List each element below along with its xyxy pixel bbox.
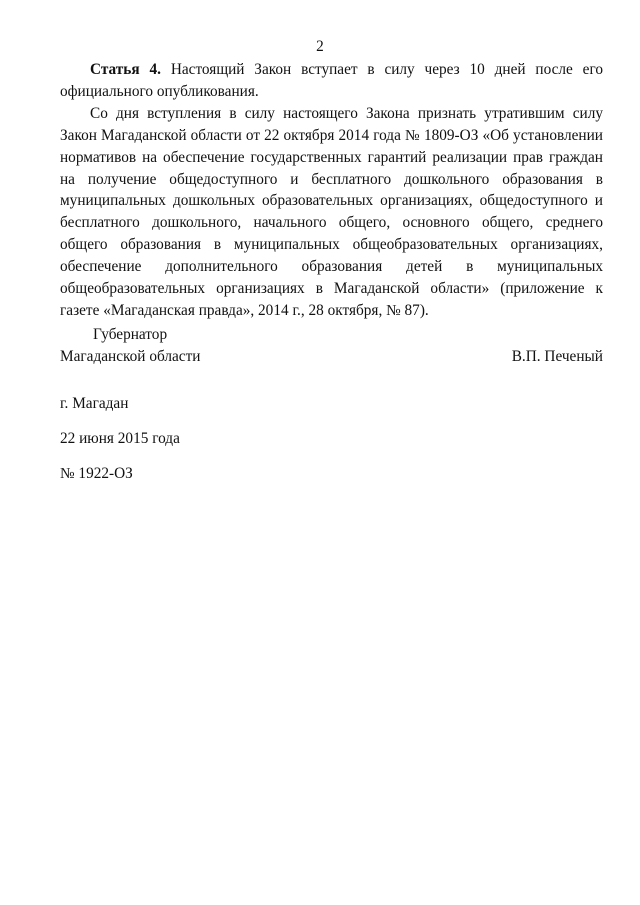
article-label: Статья 4. (90, 61, 161, 78)
document-body (60, 59, 603, 322)
signatory-name: В.П. Печеный (511, 347, 603, 365)
signing-place: г. Магадан (60, 395, 129, 412)
repeal-paragraph: Со дня вступления в силу настоящего Закона признать утратившим силу Закон Магаданской области от 22 октября 2014 года № 1809-ОЗ «Об установлении нормативов на обеспечение государственных гарантий реализации прав граждан на получение общедоступного и бесплатного дошкольного образования в муниципальных дошкольных образовательных организациях, общедоступного и бесплатного дошкольного, начального общего, основного общего, среднего общего образования в муниципальных общеобразовательных организациях, обеспечение дополнительного образования детей в муниципальных общеобразовательных организациях в Магаданской области» (приложение к газете «Магаданская правда», 2014 г., 28 октября, № 87). (60, 104, 603, 319)
page-number: 2 (316, 38, 324, 55)
signature-block (60, 324, 603, 368)
signing-date: 22 июня 2015 года (60, 430, 180, 447)
article-4-paragraph (60, 59, 603, 103)
law-number: № 1922-ОЗ (60, 465, 133, 482)
signatory-title-line2: Магаданской области (60, 347, 201, 365)
signatory-title-line1: Губернатор (93, 326, 168, 343)
article-text: Настоящий Закон вступает в силу через 10 дней после его официального опубликования. (60, 61, 603, 100)
signatory-row (60, 346, 603, 368)
